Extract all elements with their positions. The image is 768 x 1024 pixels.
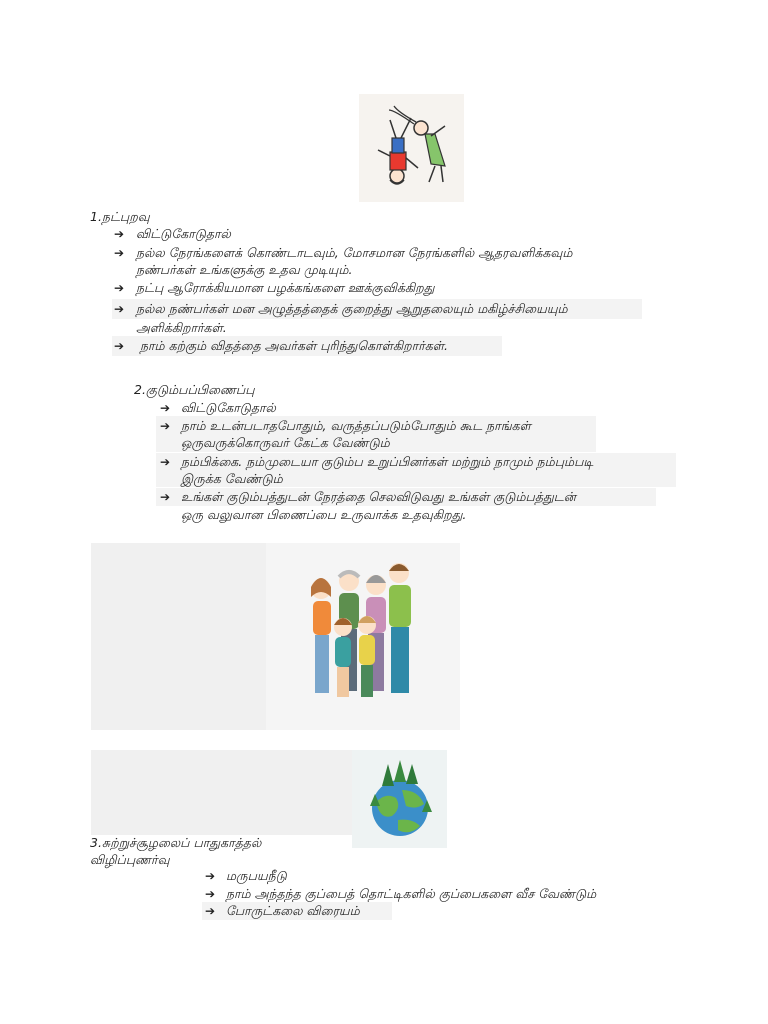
- list-item: விட்டுகோடுதால்: [181, 400, 276, 415]
- friends-image: [359, 94, 464, 202]
- arrow-icon: ➔: [114, 246, 125, 260]
- family-illustration-icon: [91, 543, 460, 730]
- section3-heading-line1: 3.சுற்றுச்சூழலைப் பாதுகாத்தல்: [90, 835, 262, 850]
- arrow-icon: ➔: [160, 490, 171, 504]
- arrow-icon: ➔: [160, 401, 171, 415]
- list-item: விட்டுகோடுதால்: [136, 226, 231, 241]
- list-item-cont: அளிக்கிறார்கள்.: [136, 320, 227, 335]
- arrow-icon: ➔: [205, 904, 216, 918]
- list-item-cont: நண்பர்கள் உங்களுக்கு உதவ முடியும்.: [136, 262, 353, 277]
- earth-image: [352, 750, 447, 848]
- section2-heading: 2.குடும்பப்பிணைப்பு: [134, 382, 255, 397]
- arrow-icon: ➔: [114, 281, 125, 295]
- family-image: [91, 543, 460, 730]
- list-item-cont: ஒருவருக்கொருவர் கேட்க வேண்டும்: [181, 435, 390, 450]
- list-item: நாம் கற்கும் விதத்தை அவர்கள் புரிந்துகொள்கிறார்கள்.: [140, 338, 448, 353]
- list-item: உங்கள் குடும்பத்துடன் நேரத்தை செலவிடுவது உங்கள் குடும்பத்துடன்: [181, 489, 576, 504]
- list-item: நட்பு ஆரோக்கியமான பழக்கங்களை ஊக்குவிக்கிறது: [136, 280, 435, 295]
- list-item: நாம் உடன்படாதபோதும், வருத்தப்படும்போதும் கூட நாங்கள்: [181, 418, 531, 433]
- arrow-icon: ➔: [205, 869, 216, 883]
- earth-illustration-icon: [352, 750, 447, 848]
- list-item: நல்ல நேரங்களைக் கொண்டாடவும், மோசமான நேரங்களில் ஆதரவளிக்கவும்: [136, 245, 573, 260]
- arrow-icon: ➔: [114, 227, 125, 241]
- section1-heading: 1.நட்புறவு: [90, 209, 150, 224]
- arrow-icon: ➔: [114, 302, 125, 316]
- arrow-icon: ➔: [205, 887, 216, 901]
- list-item: மருபயநீடு: [226, 868, 287, 883]
- list-item-cont: இருக்க வேண்டும்: [181, 471, 283, 486]
- arrow-icon: ➔: [160, 419, 171, 433]
- list-item: போருட்கலை விரையம்: [226, 903, 360, 918]
- friends-illustration-icon: [359, 94, 464, 202]
- list-item: நம்பிக்கை. நம்முடையா குடும்ப உறுப்பினர்கள் மற்றும் நாமும் நம்பும்படி: [181, 454, 594, 469]
- arrow-icon: ➔: [114, 339, 125, 353]
- arrow-icon: ➔: [160, 455, 171, 469]
- section3-heading-line2: விழிப்புணர்வு: [90, 852, 170, 867]
- list-item-cont: ஒரு வலுவான பிணைப்பை உருவாக்க உதவுகிறது.: [181, 507, 467, 522]
- list-item: நாம் அந்தந்த குப்பைத் தொட்டிகளில் குப்பைகளை வீச வேண்டும்: [226, 886, 597, 901]
- list-item: நல்ல நண்பர்கள் மன அழுத்தத்தைக் குறைத்து ஆறுதலையும் மகிழ்ச்சியையும்: [136, 301, 568, 316]
